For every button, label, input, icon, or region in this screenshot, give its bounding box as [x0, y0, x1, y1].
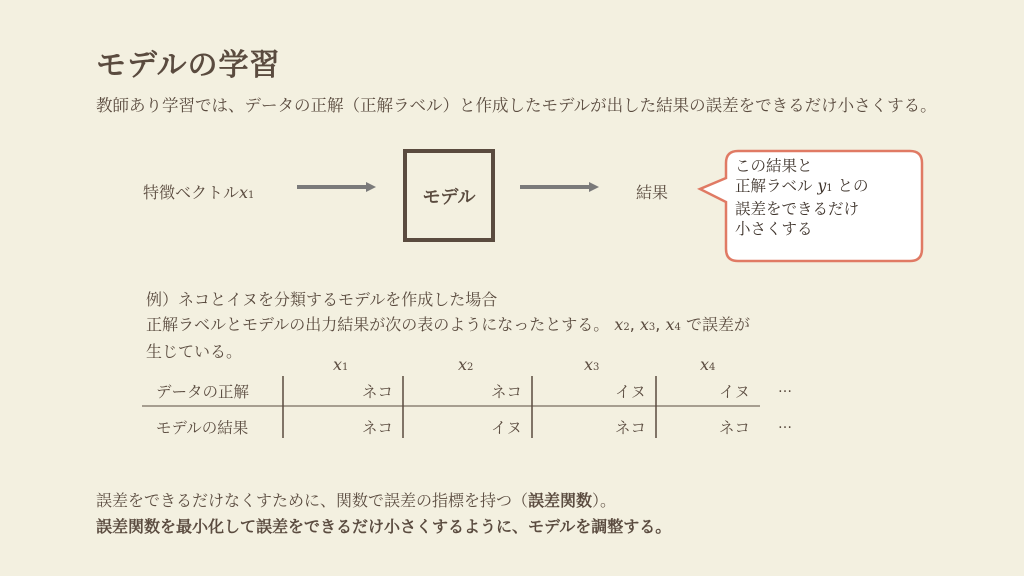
- table-cell: イヌ: [614, 383, 646, 401]
- table-cell: ネコ: [718, 419, 750, 437]
- table-header-x1: x1: [333, 355, 349, 374]
- model-label: モデル: [422, 186, 476, 208]
- result-label: 結果: [636, 183, 669, 202]
- page-title: モデルの学習: [96, 48, 281, 83]
- table-cell: イヌ: [718, 383, 750, 401]
- table-cell: イヌ: [490, 419, 522, 437]
- table-cell: ネコ: [490, 383, 522, 401]
- example-heading: 例）ネコとイヌを分類するモデルを作成した場合: [146, 290, 498, 309]
- example-description: 正解ラベルとモデルの出力結果が次の表のようになったとする。 x2, x3, x4 で誤差が 生じている。: [146, 315, 750, 361]
- bubble-text: この結果と 正解ラベル y1 との 誤差をできるだけ 小さくする: [735, 157, 869, 238]
- table-row-label-model: モデルの結果: [156, 419, 249, 437]
- table-header-x2: x2: [458, 355, 474, 374]
- table-cell: ネコ: [614, 419, 646, 437]
- model-box: [403, 149, 495, 242]
- intro-paragraph: 教師あり学習では、データの正解（正解ラベル）と作成したモデルが出した結果の誤差をできるだけ小さくする。: [96, 96, 937, 115]
- table-header-x3: x3: [584, 355, 600, 374]
- table-header-x4: x4: [700, 355, 716, 374]
- footer-text: [96, 488, 671, 540]
- table-cell: ネコ: [361, 419, 393, 437]
- feature-vector-label: 特徴ベクトルx1: [143, 183, 255, 202]
- table-row-more: …: [778, 416, 792, 432]
- table-row-label-correct: データの正解: [156, 383, 250, 401]
- table-cell: ネコ: [361, 383, 393, 401]
- footer-line-2: 誤差関数を最小化して誤差をできるだけ小さくするように、モデルを調整する。: [96, 517, 672, 536]
- table-row-more: …: [778, 380, 792, 396]
- footer-line-1: 誤差をできるだけなくすために、関数で誤差の指標を持つ（誤差関数）。: [96, 491, 617, 510]
